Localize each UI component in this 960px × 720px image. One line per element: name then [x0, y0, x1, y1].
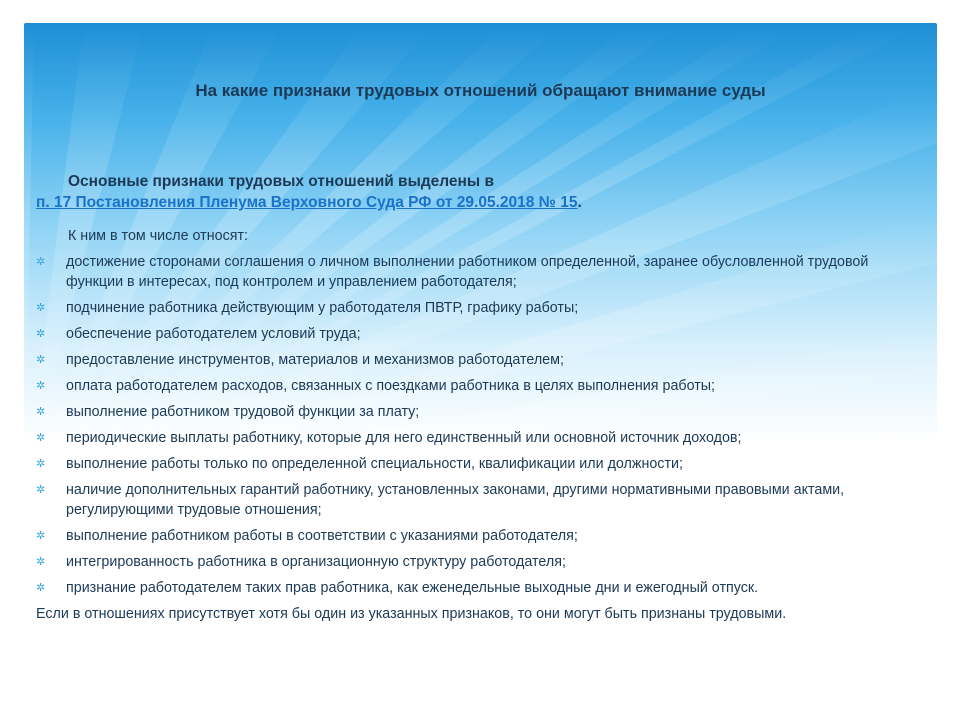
- bullet-star-icon: ✲: [36, 328, 46, 340]
- list-item: [36, 526, 921, 546]
- list-item: [36, 324, 921, 344]
- list-item-text: выполнение работником трудовой функции за плату;: [66, 404, 420, 420]
- intro-block: [36, 171, 916, 213]
- list-item-text: периодические выплаты работнику, которые для него единственный или основной источник доходов;: [66, 430, 742, 446]
- list-item-text: признание работодателем таких прав работника, как еженедельные выходные дни и ежегодный отпуск.: [66, 580, 759, 596]
- list-item: [36, 402, 921, 422]
- bullet-star-icon: ✲: [36, 406, 46, 418]
- list-subhead: К ним в том числе относят:: [68, 228, 248, 244]
- list-item: [36, 350, 921, 370]
- list-item: [36, 252, 921, 292]
- list-item-text: интегрированность работника в организационную структуру работодателя;: [66, 554, 566, 570]
- list-item: [36, 454, 921, 474]
- bullet-star-icon: ✲: [36, 484, 46, 496]
- slide-title: На какие признаки трудовых отношений обращают внимание суды: [195, 81, 766, 100]
- list-item: [36, 428, 921, 448]
- resolution-link[interactable]: п. 17 Постановления Пленума Верховного Суда РФ от 29.05.2018 № 15: [36, 194, 578, 211]
- bullet-star-icon: ✲: [36, 432, 46, 444]
- slide-content: [36, 226, 921, 624]
- bullet-star-icon: ✲: [36, 256, 46, 268]
- list-item-text: обеспечение работодателем условий труда;: [66, 326, 361, 342]
- bullet-star-icon: ✲: [36, 380, 46, 392]
- intro-text: Основные признаки трудовых отношений выделены в: [68, 173, 494, 190]
- conclusion-text: Если в отношениях присутствует хотя бы один из указанных признаков, то они могут быть признаны трудовыми.: [36, 606, 787, 622]
- bullet-star-icon: ✲: [36, 582, 46, 594]
- list-item-text: оплата работодателем расходов, связанных с поездками работника в целях выполнения работы;: [66, 378, 716, 394]
- bullet-star-icon: ✲: [36, 354, 46, 366]
- bullet-star-icon: ✲: [36, 458, 46, 470]
- list-item: [36, 298, 921, 318]
- list-item: [36, 578, 921, 598]
- list-item-text: выполнение работником работы в соответствии с указаниями работодателя;: [66, 528, 578, 544]
- list-item-text: предоставление инструментов, материалов и механизмов работодателем;: [66, 352, 564, 368]
- bullet-star-icon: ✲: [36, 302, 46, 314]
- criteria-list: [36, 252, 921, 598]
- list-item: [36, 552, 921, 572]
- list-item-text: наличие дополнительных гарантий работнику, установленных законами, другими нормативными правовыми актами, регулирующими трудовые отношения;: [66, 482, 845, 518]
- list-item-text: выполнение работы только по определенной специальности, квалификации или должности;: [66, 456, 683, 472]
- list-item: [36, 376, 921, 396]
- bullet-star-icon: ✲: [36, 530, 46, 542]
- list-item: [36, 480, 921, 520]
- list-item-text: подчинение работника действующим у работодателя ПВТР, графику работы;: [66, 300, 579, 316]
- list-item-text: достижение сторонами соглашения о личном выполнении работником определенной, заранее обусловленной трудовой функции в интересах, под контролем и управлением работодателя;: [66, 254, 869, 290]
- bullet-star-icon: ✲: [36, 556, 46, 568]
- intro-end-period: .: [577, 194, 582, 211]
